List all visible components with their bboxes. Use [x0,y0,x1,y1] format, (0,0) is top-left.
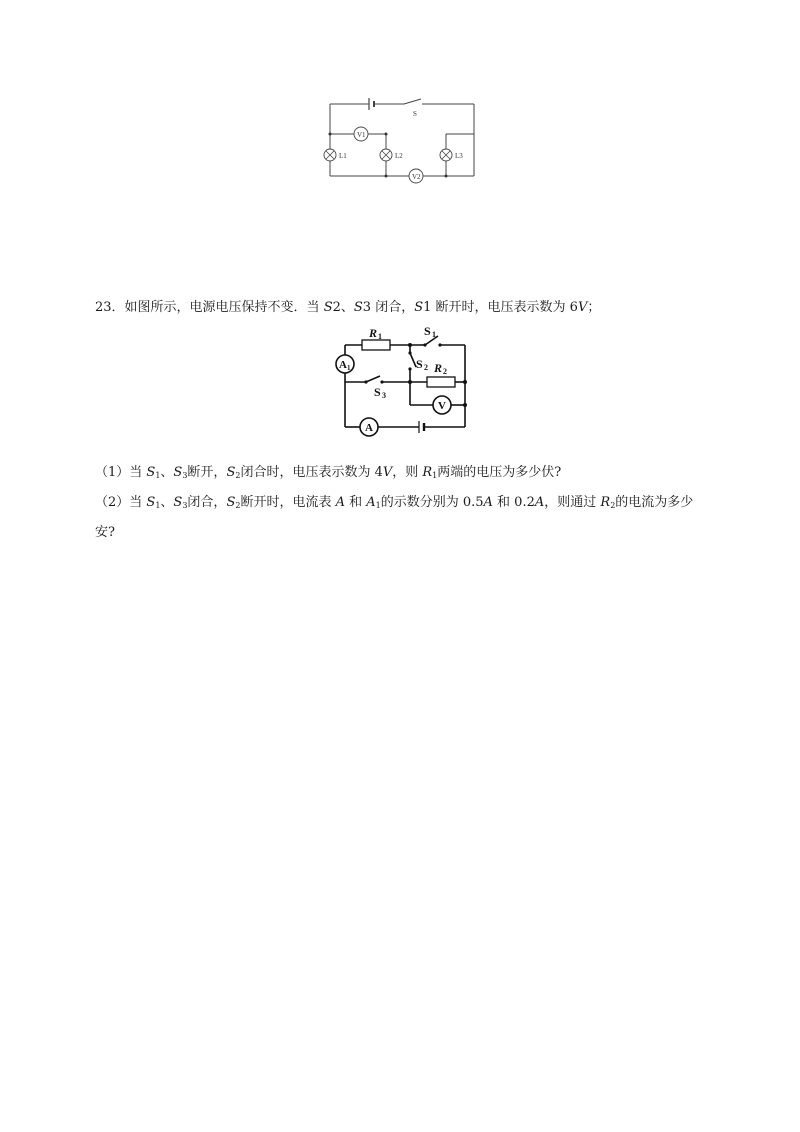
circuit-diagram-lamps [322,94,482,184]
s3-label: S [374,385,381,399]
svg-text:1: 1 [432,330,436,339]
switch-s-label: S [413,110,417,118]
ammeter-a1-label: A [339,359,347,371]
svg-text:1: 1 [347,364,351,372]
circuit-diagram-resistors [330,322,475,442]
sub-question-2: （2）当 $S_1$、$S_3$闭合，$S_2$断开时，电流表 A 和 $A_1$的示数分别为 0.5A 和 0.2A，则通过 $R_2$的电流为多少 [95,495,694,510]
r2-label: R [434,361,443,375]
ammeter-a-label: A [365,422,373,434]
lamp-2-label: L2 [395,152,403,160]
s2-label: S [416,357,423,371]
voltmeter-1-label: V1 [357,131,366,139]
voltmeter-2-label: V2 [412,173,421,181]
question-number: 23． [95,300,125,315]
r1-label: R [369,326,378,340]
voltmeter-label: V [438,400,446,412]
svg-text:2: 2 [424,363,428,372]
lamp-1-label: L1 [339,152,347,160]
svg-text:2: 2 [443,367,447,376]
lamp-3-label: L3 [455,152,463,160]
svg-text:3: 3 [382,391,386,400]
sub-question-2-continuation: 安? [95,525,115,540]
s1-label: S [424,324,431,338]
svg-text:1: 1 [378,332,382,341]
sub-question-1: （1）当 $S_1$、$S_3$断开，$S_2$闭合时，电压表示数为 4V，则 $R_1$两端的电压为多少伏? [95,465,562,480]
question-23-stem: 23．如图所示，电源电压保持不变．当 S2、S3 闭合，S1 断开时，电压表示数为 6V； [95,300,601,315]
